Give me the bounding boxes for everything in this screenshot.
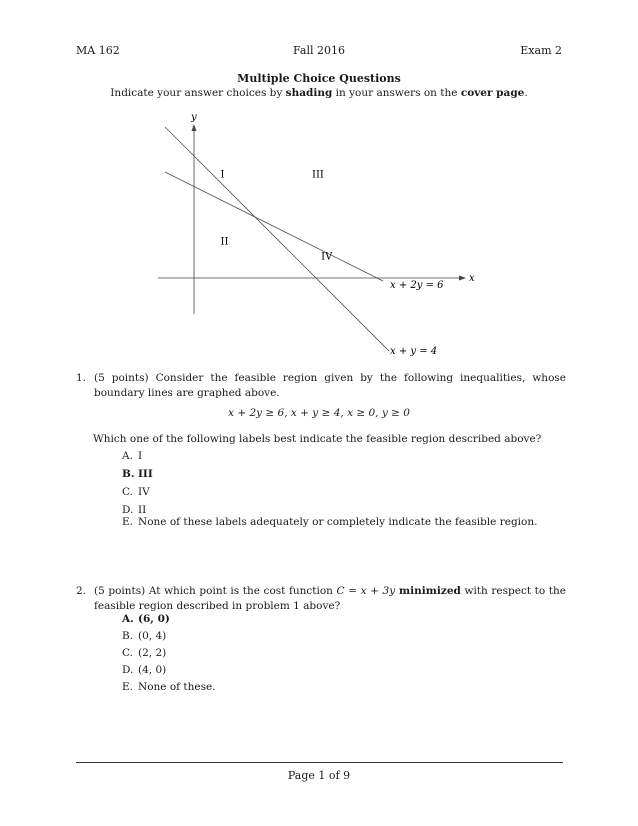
q2-choice-a[interactable]: A. (6, 0) [122, 613, 170, 625]
y-axis-label: y [191, 112, 197, 123]
question-1-number: 1. [76, 372, 87, 384]
question-2-number: 2. [76, 585, 87, 597]
q1-choice-d[interactable]: D. II [122, 504, 147, 516]
equation-label-x-plus-2y: x + 2y = 6 [390, 280, 444, 291]
line-x-plus-y [165, 127, 389, 351]
region-label-ii: II [220, 236, 229, 248]
section-instruction: Indicate your answer choices by shading in your answers on the cover page. [110, 87, 528, 99]
section-title: Multiple Choice Questions [237, 72, 401, 85]
y-axis-arrow [192, 124, 197, 131]
q1-choice-a[interactable]: A. I [122, 450, 143, 462]
q1-choice-c[interactable]: C. IV [122, 486, 150, 498]
question-1-prompt: Which one of the following labels best indicate the feasible region described above? [93, 433, 542, 445]
header-exam: Exam 2 [520, 44, 562, 57]
header-course: MA 162 [76, 44, 120, 57]
q2-choice-e[interactable]: E. None of these. [122, 681, 216, 693]
line-x-plus-2y [165, 172, 383, 281]
question-1-inequalities: x + 2y ≥ 6, x + y ≥ 4, x ≥ 0, y ≥ 0 [228, 407, 410, 419]
question-2 [76, 584, 566, 614]
question-1-text: (5 points) Consider the feasible region given by the following inequalities, whose boundary lines are graphed above. [94, 372, 566, 399]
region-label-iii: III [312, 169, 324, 181]
q2-choice-c[interactable]: C. (2, 2) [122, 647, 167, 659]
region-label-i: I [220, 169, 225, 181]
footer-rule [76, 762, 563, 763]
q2-choice-d[interactable]: D. (4, 0) [122, 664, 167, 676]
region-label-iv: IV [321, 251, 333, 263]
q1-choice-e[interactable]: E. None of these labels adequately or completely indicate the feasible region. [122, 516, 538, 528]
question-1 [76, 371, 566, 401]
header-term: Fall 2016 [293, 44, 345, 57]
x-axis-label: x [469, 273, 475, 284]
question-2-text: (5 points) At which point is the cost function C = x + 3y minimized with respect to the feasible region described in problem 1 above? [94, 585, 566, 612]
equation-label-x-plus-y: x + y = 4 [390, 346, 438, 357]
footer-page-number: Page 1 of 9 [287, 769, 351, 782]
q2-choice-b[interactable]: B. (0, 4) [122, 630, 167, 642]
x-axis-arrow [459, 276, 466, 281]
q1-choice-b[interactable]: B. III [122, 468, 153, 480]
feasible-region-graph [0, 0, 638, 380]
